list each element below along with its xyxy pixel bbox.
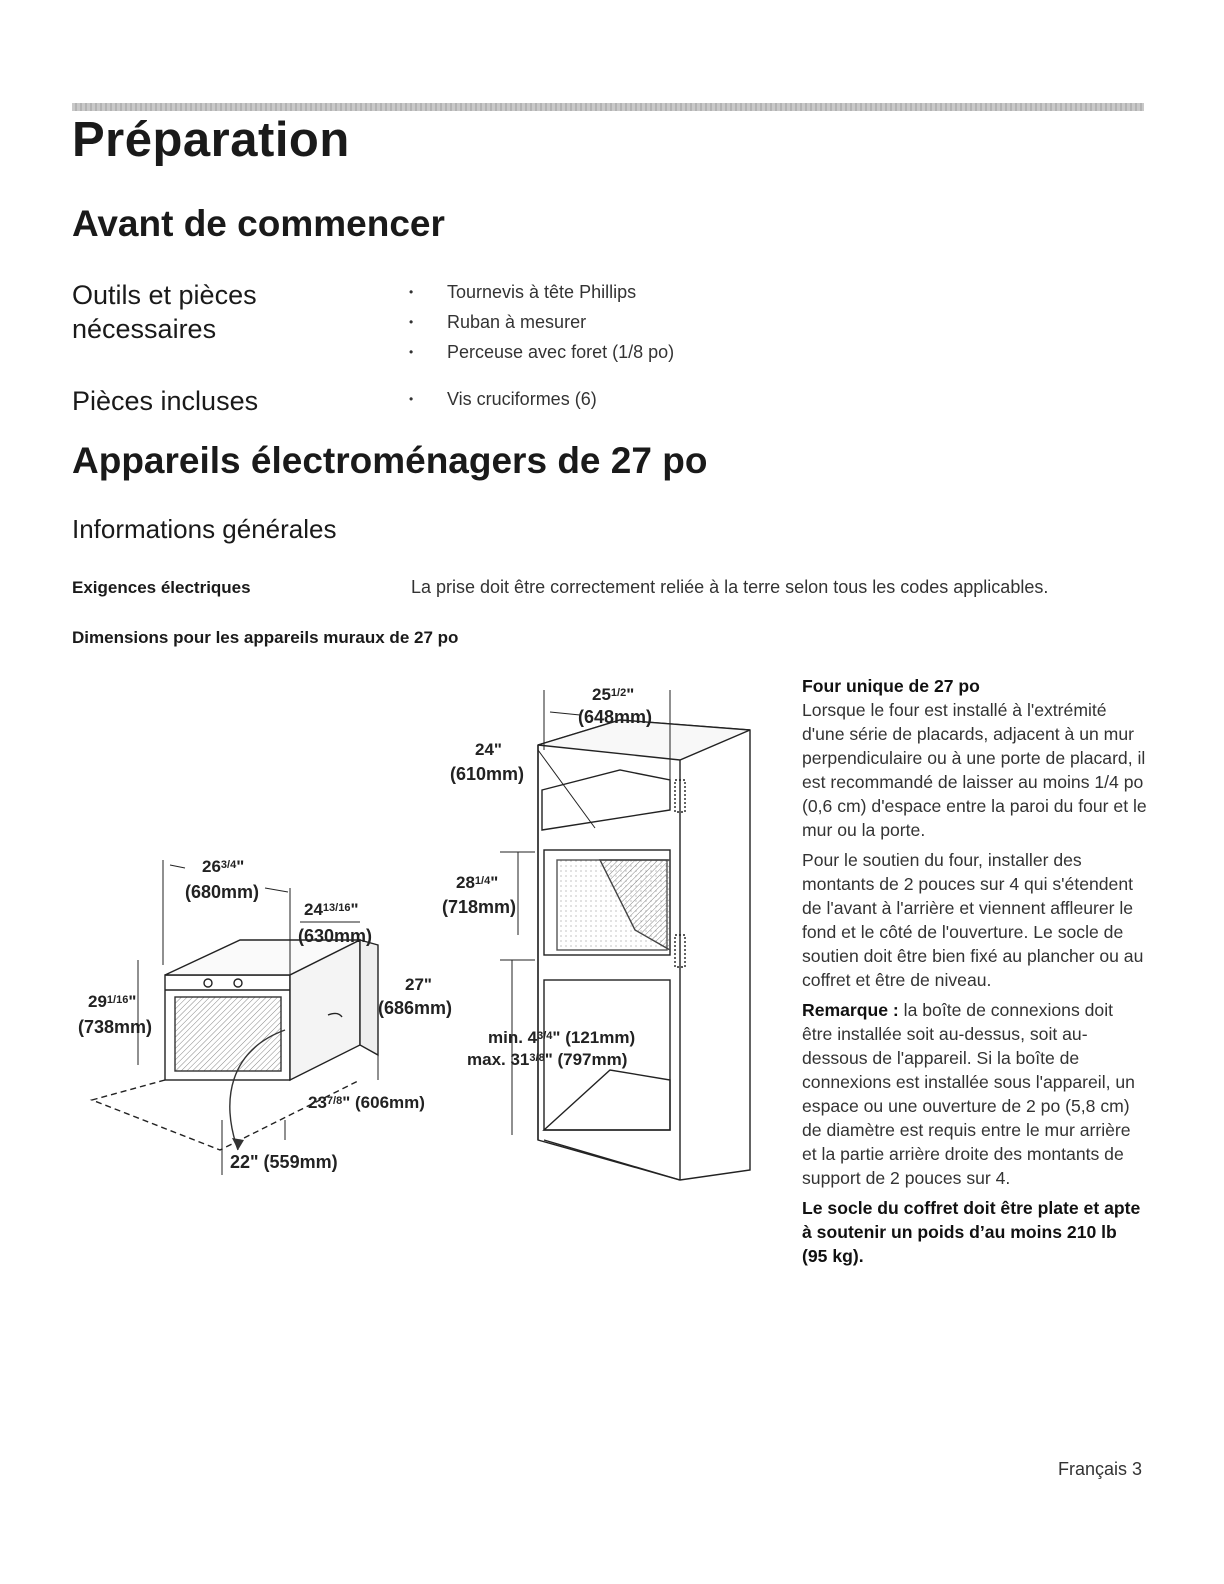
installation-diagram xyxy=(60,660,780,1220)
subtitle-general-info: Informations générales xyxy=(72,514,337,544)
list-item: • Ruban à mesurer xyxy=(405,307,674,337)
wall-oven-illustration xyxy=(92,940,378,1220)
dim-27-mm: (686mm) xyxy=(378,998,453,1018)
tools-heading: Outils et pièces nécessaires xyxy=(72,280,257,344)
final-warning: Le socle du coffret doit être plate et apte à soutenir un poids d’au moins 210 lb (95 kg). xyxy=(802,1198,1141,1266)
cab-max-text: max. $31^{3/8}$" (797mm) xyxy=(467,1050,628,1069)
included-heading: Pièces incluses xyxy=(72,386,259,416)
section-title-appareils: Appareils électroménagers de 27 po xyxy=(72,440,708,481)
paragraph-1: Lorsque le four est installé à l'extrémité d'une série de placards, adjacent à un mur perpendiculaire ou à une porte de placard, il est recommandé de laisser au moins 1/4 po (0,6 cm) d'espace entre la paroi du four et le mur ou la porte. xyxy=(802,700,1147,840)
paragraph-2: Pour le soutien du four, installer des montants de 2 pouces sur 4 qui s'étendent de l'avant à l'arrière et viennent affleurer le fond et le côté de l'ouverture. Le socle de soutien doit être bien fixé au plancher ou au coffret et être de niveau. xyxy=(802,850,1144,990)
section-title-avant: Avant de commencer xyxy=(72,203,445,244)
note-paragraph: Remarque : la boîte de connexions doit être installée soit au-dessus, soit au-dessous de l'appareil. Si la boîte de connexions est installée sous l'appareil, un espace ou une ouverture de 2 po (5,8 cm) de diamètre est requis entre le mur arrière et la partie arrière droite des montants de support de 2 pouces sur 4. xyxy=(802,1000,1135,1188)
page-footer: Français 3 xyxy=(1057,1459,1142,1479)
cab-min-text: min. $4^{3/4}$" (121mm) xyxy=(488,1028,636,1047)
cab-width-text: $25^{1/2}$" xyxy=(592,685,635,704)
cabinet-illustration xyxy=(538,720,750,1180)
electrical-text: La prise doit être correctement reliée à la terre selon tous les codes applicables. xyxy=(411,577,1049,597)
cab-depth-text: 24" xyxy=(475,740,502,759)
cab-depth-mm: (610mm) xyxy=(450,764,525,784)
list-item: • Tournevis à tête Phillips xyxy=(405,277,674,307)
tools-list xyxy=(405,277,674,367)
dim-width-text: $26^{3/4}$" xyxy=(202,857,245,876)
cab-height-mm: (718mm) xyxy=(442,897,517,917)
page-title: Préparation xyxy=(72,113,350,167)
right-column xyxy=(802,674,1147,1274)
included-list xyxy=(405,384,597,414)
dim-cutout-depth-text: $23^{7/8}$" (606mm) xyxy=(308,1093,425,1112)
dim-depth-mm: (630mm) xyxy=(298,926,373,946)
electrical-label: Exigences électriques xyxy=(72,578,251,597)
list-item: • Vis cruciformes (6) xyxy=(405,384,597,414)
dim-27-text: 27" xyxy=(405,975,432,994)
dim-height-mm: (738mm) xyxy=(78,1017,153,1037)
cab-width-mm: (648mm) xyxy=(578,707,653,727)
cab-height-text: $28^{1/4}$" xyxy=(456,873,499,892)
right-heading: Four unique de 27 po xyxy=(802,676,980,696)
dim-depth-text: $24^{13/16}$" xyxy=(304,900,359,919)
dim-height-text: $29^{1/16}$" xyxy=(88,992,137,1011)
dim-22-text: 22" (559mm) xyxy=(230,1152,338,1172)
list-item: • Perceuse avec foret (1/8 po) xyxy=(405,337,674,367)
header-rule xyxy=(72,103,1144,111)
dimensions-label: Dimensions pour les appareils muraux de 27 po xyxy=(72,628,459,647)
dim-width-mm: (680mm) xyxy=(185,882,260,902)
